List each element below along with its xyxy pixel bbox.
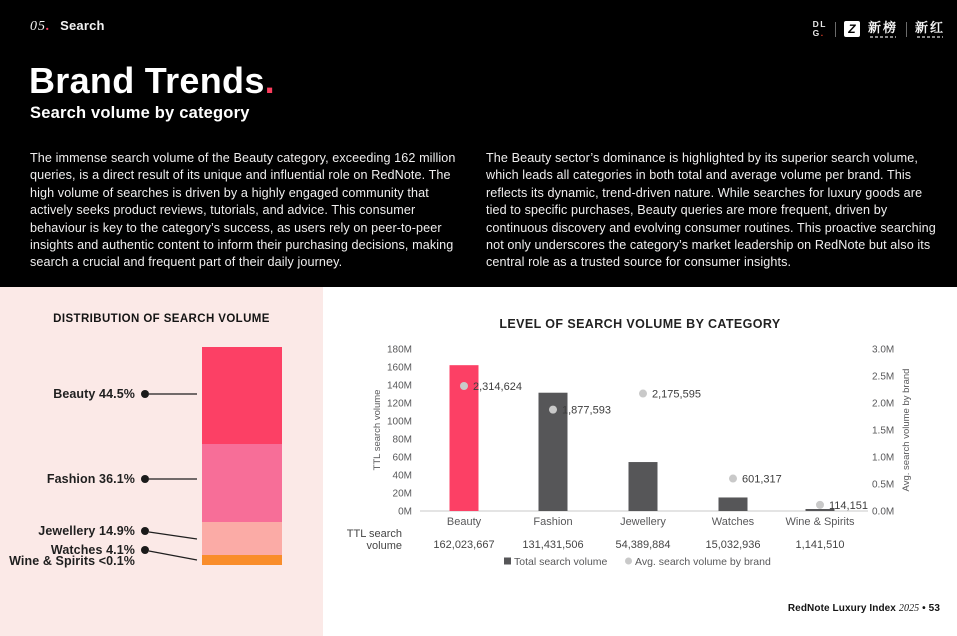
callout-dot-fashion: [141, 475, 149, 483]
left-tick-label: 100M: [386, 416, 412, 428]
category-label-Fashion: Fashion: [533, 516, 573, 528]
category-label-Beauty: Beauty: [446, 516, 482, 528]
total-bar-Jewellery: [629, 462, 658, 511]
category-label-Wine & Spirits: Wine & Spirits: [785, 516, 855, 528]
right-tick-label: 0.5M: [872, 479, 895, 491]
title-accent-period: .: [264, 60, 275, 101]
page-title: Brand Trends.: [29, 60, 275, 101]
ttl-value-Jewellery: 54,389,884: [615, 539, 671, 551]
legend-dot-icon: [625, 558, 632, 565]
logo-divider: [835, 22, 836, 37]
footer-page-number: 53: [928, 603, 940, 614]
left-tick-label: 180M: [386, 344, 412, 356]
distribution-callout-lines: [0, 287, 323, 636]
left-tick-label: 20M: [392, 488, 412, 500]
newrank-characters: 新榜: [867, 19, 898, 35]
body-paragraph-left: The immense search volume of the Beauty category, exceeding 162 million queries, is a direct result of its unique and influential role on RedNote. The high volume of searches is driven by a highly engaged community that actively seeks product reviews, tutorials, and advice. This consumer behaviour is key to the category’s success, as users rely on peer-to-peer insights and authentic content to inform their purchasing decisions, making search a crucial and frequent part of their daily journey.: [30, 151, 456, 270]
level-chart: [323, 287, 957, 636]
legend-square-icon: [504, 558, 511, 565]
ttl-value-Beauty: 162,023,667: [433, 539, 495, 551]
level-panel: [323, 287, 957, 636]
charts-section: [0, 287, 957, 636]
section-kicker: [30, 18, 105, 35]
newrank-mark-icon: Z: [844, 21, 860, 37]
newrank-logo: [868, 21, 898, 38]
avg-dot-Jewellery: [639, 390, 647, 398]
left-tick-label: 80M: [392, 434, 412, 446]
ttl-value-Watches: 15,032,936: [705, 539, 761, 551]
avg-dot-Watches: [729, 475, 737, 483]
segment-label-watches: Watches 4.1%: [50, 543, 135, 557]
right-tick-label: 2.5M: [872, 371, 895, 383]
avg-label-Fashion: 1,877,593: [562, 404, 611, 417]
right-tick-label: 2.0M: [872, 398, 895, 410]
footer: [788, 603, 940, 614]
avg-label-Beauty: 2,314,624: [473, 381, 522, 394]
left-tick-label: 0M: [398, 506, 412, 518]
newred-logo: [915, 21, 945, 38]
right-axis-title: Avg. search volume by brand: [901, 368, 912, 492]
level-chart-title: LEVEL OF SEARCH VOLUME BY CATEGORY: [499, 317, 781, 331]
ttl-value-Wine & Spirits: 1,141,510: [795, 539, 845, 551]
left-tick-label: 40M: [392, 470, 412, 482]
callout-dot-beauty: [141, 390, 149, 398]
legend-label-1: Avg. search volume by brand: [635, 556, 771, 568]
ttl-caption-line: volume: [366, 540, 402, 552]
dlg-logo: [813, 20, 827, 38]
category-label-Watches: Watches: [711, 516, 755, 528]
page-subtitle: Search volume by category: [30, 104, 250, 122]
section-label: Search: [60, 18, 105, 33]
avg-label-Jewellery: 2,175,595: [652, 388, 701, 401]
right-tick-label: 1.0M: [872, 452, 895, 464]
section-number: 05.: [30, 19, 51, 34]
left-tick-label: 160M: [386, 362, 412, 374]
ttl-caption-line: TTL search: [346, 528, 402, 540]
segment-label-beauty: Beauty 44.5%: [53, 387, 135, 401]
avg-label-Wine & Spirits: 114,151: [829, 499, 868, 512]
footer-year: 2025: [898, 603, 920, 614]
legend-label-0: Total search volume: [514, 556, 608, 568]
dlg-line2: G.: [812, 28, 824, 38]
segment-label-wine-spirits: Wine & Spirits <0.1%: [9, 554, 135, 568]
logo-divider: [906, 22, 907, 37]
footer-text: RedNote Luxury Index: [787, 603, 896, 614]
newred-subtext: [917, 36, 943, 38]
avg-dot-Wine & Spirits: [816, 501, 824, 509]
dlg-red-dot: .: [820, 28, 824, 38]
left-tick-label: 120M: [386, 398, 412, 410]
segment-label-fashion: Fashion 36.1%: [46, 472, 135, 486]
left-axis-title: TTL search volume: [372, 389, 383, 471]
distribution-panel: [0, 287, 323, 636]
newred-characters: 新红: [914, 19, 945, 35]
avg-dot-Beauty: [460, 382, 468, 390]
avg-label-Watches: 601,317: [742, 473, 782, 486]
callout-dot-jewellery: [141, 527, 149, 535]
dlg-line1: DL: [812, 19, 827, 29]
right-tick-label: 3.0M: [872, 344, 895, 356]
logo-bar: [813, 15, 945, 43]
right-tick-label: 1.5M: [872, 425, 895, 437]
left-tick-label: 140M: [386, 380, 412, 392]
left-tick-label: 60M: [392, 452, 412, 464]
segment-label-jewellery: Jewellery 14.9%: [38, 524, 135, 538]
body-paragraph-right: The Beauty sector’s dominance is highlighted by its superior search volume, which leads all categories in both total and average volume per brand. This reflects its dynamic, trend-driven nature. While searches for luxury goods are tied to specific purchases, Beauty queries are more frequent, driven by continuous discovery and evolving consumer routines. This proactive searching not only underscores the category’s market leadership on RedNote but also its central role as a trusted source for consumer insights.: [486, 151, 936, 270]
callout-dot-watches: [141, 546, 149, 554]
distribution-chart-title: DISTRIBUTION OF SEARCH VOLUME: [53, 313, 270, 325]
total-bar-Watches: [719, 497, 748, 511]
footer-separator: •: [922, 603, 926, 614]
ttl-value-Fashion: 131,431,506: [522, 539, 584, 551]
avg-dot-Fashion: [549, 406, 557, 414]
right-tick-label: 0.0M: [872, 506, 895, 518]
category-label-Jewellery: Jewellery: [620, 516, 666, 528]
accent-dot: .: [46, 19, 51, 34]
newrank-subtext: [870, 36, 896, 38]
